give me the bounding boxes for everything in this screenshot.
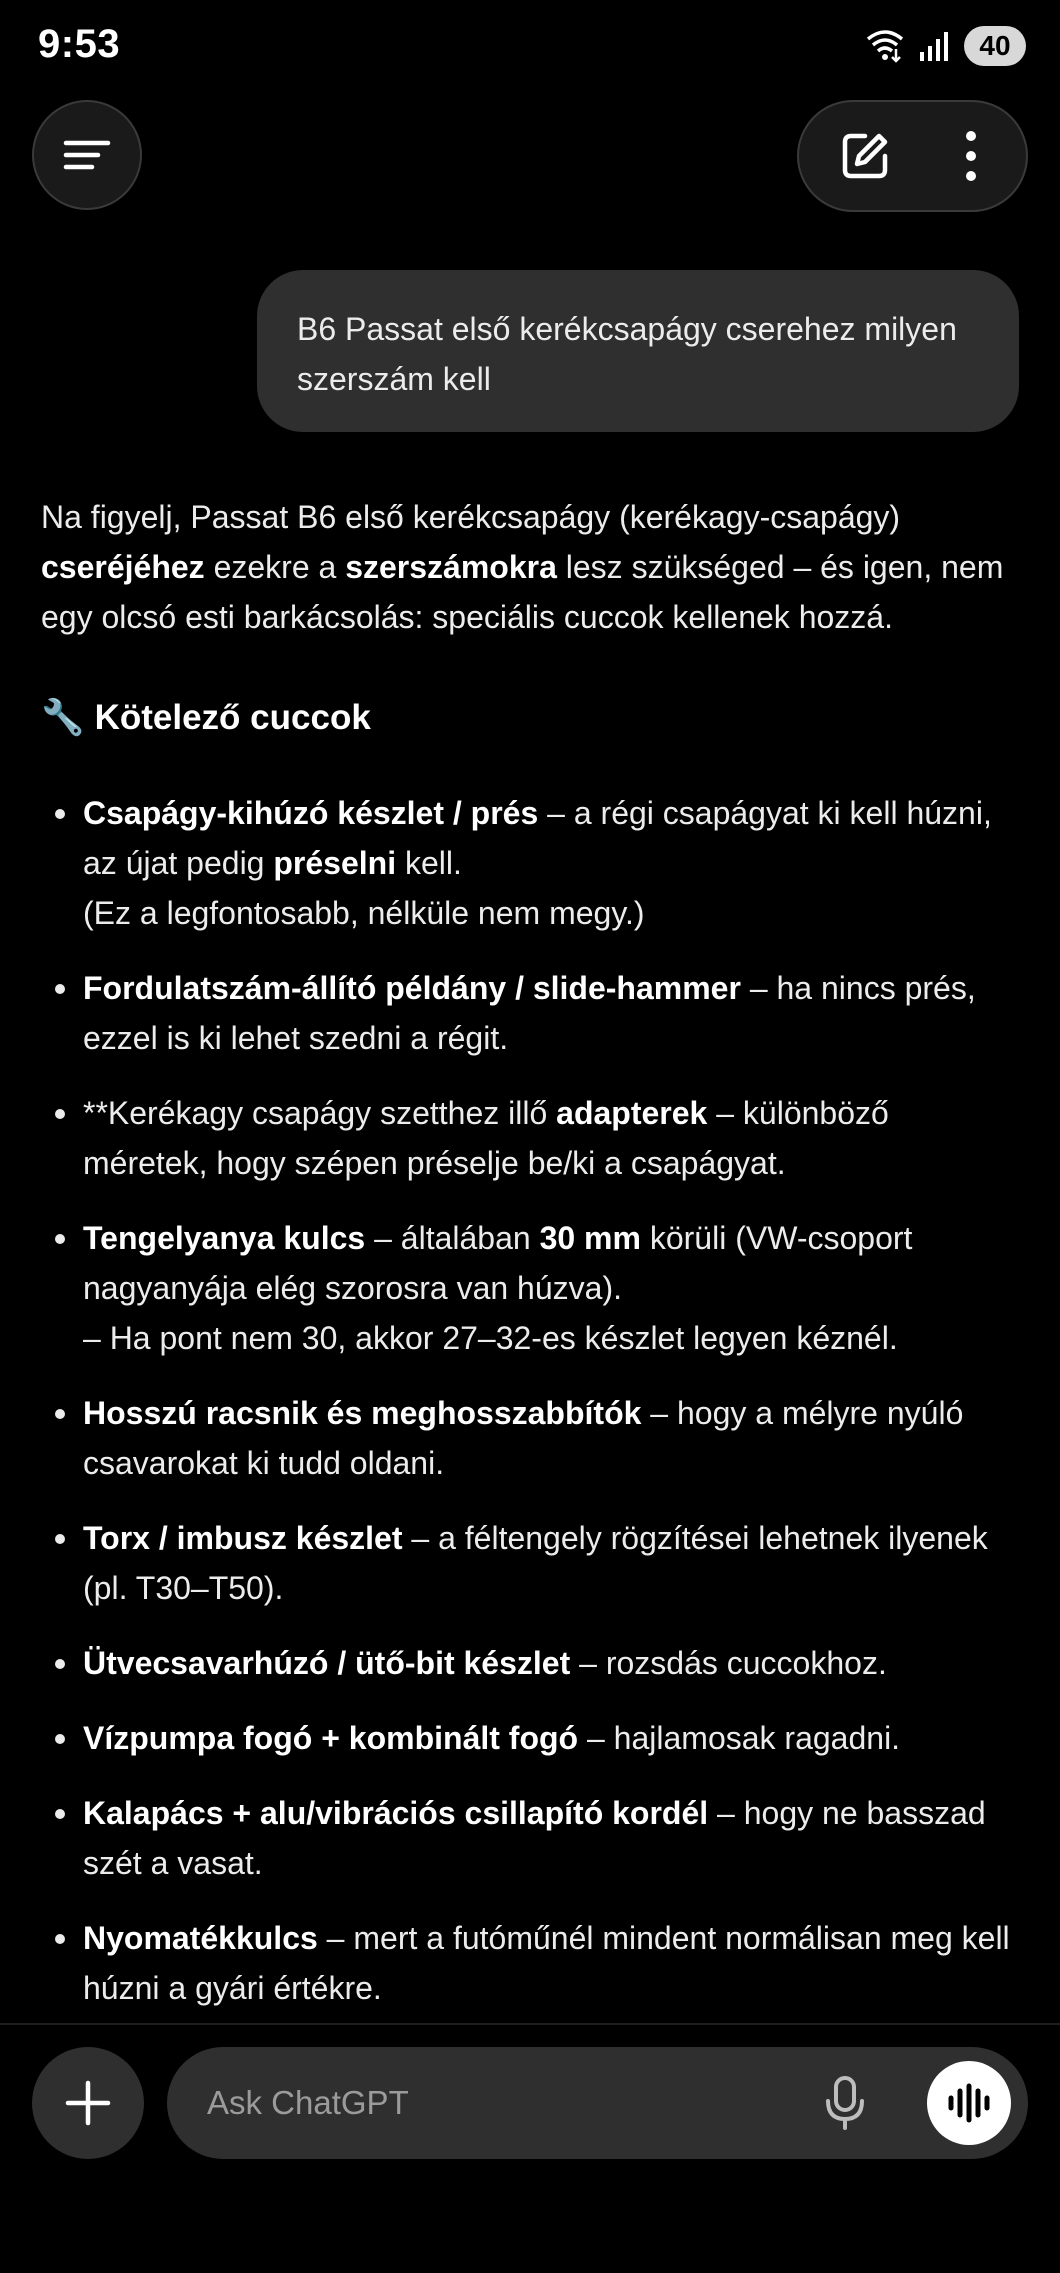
- top-actions: [797, 100, 1028, 212]
- text-run: – ha nincs prés, ezzel is ki lehet szedni a régit.: [83, 970, 976, 1056]
- section-heading: [41, 690, 1021, 746]
- text-run: – hajlamosak ragadni.: [578, 1720, 901, 1756]
- new-chat-icon: [839, 130, 891, 182]
- list-item: [41, 1913, 1021, 2013]
- text-run: Na figyelj, Passat B6 első kerékcsapágy (kerékagy-csapágy): [41, 499, 901, 535]
- signal-icon: [918, 30, 950, 62]
- list-item: [41, 1713, 1021, 1763]
- menu-button[interactable]: [32, 100, 142, 210]
- bold-text: Fordulatszám-állító példány / slide-hammer: [83, 970, 741, 1006]
- message-input[interactable]: [167, 2047, 1028, 2159]
- plus-icon: [64, 2079, 112, 2127]
- bold-text: préselni: [273, 845, 397, 881]
- text-run: – rozsdás cuccokhoz.: [570, 1645, 887, 1681]
- menu-icon: [62, 138, 112, 172]
- bold-text: Csapágy-kihúzó készlet / prés: [83, 795, 539, 831]
- tools-list: [41, 788, 1021, 2013]
- bold-text: 30 mm: [539, 1220, 641, 1256]
- status-bar: [0, 0, 1060, 90]
- attach-button[interactable]: [32, 2047, 144, 2159]
- answer-intro: [41, 492, 1021, 642]
- list-item: [41, 1638, 1021, 1688]
- list-item: [41, 1088, 1021, 1188]
- list-item: [41, 1788, 1021, 1888]
- text-run: **Kerékagy csapágy szetthez illő: [83, 1095, 557, 1131]
- message-input-placeholder: Ask ChatGPT: [207, 2084, 409, 2121]
- user-message: B6 Passat első kerékcsapágy cserehez milyen szerszám kell: [257, 270, 1019, 432]
- status-time: 9:53: [38, 22, 121, 66]
- list-item: [41, 1388, 1021, 1488]
- text-run: – a féltengely rögzítései lehetnek ilyenek (pl. T30–T50).: [83, 1520, 988, 1606]
- text-run: kell.: [396, 845, 462, 881]
- more-vertical-icon: [963, 130, 979, 182]
- bold-text: Kalapács + alu/vibrációs csillapító kordél: [83, 1795, 709, 1831]
- list-item: [41, 788, 1021, 938]
- wifi-icon: [866, 29, 904, 63]
- text-run: – hogy ne basszad szét a vasat.: [83, 1795, 986, 1881]
- bold-text: cseréjéhez: [41, 549, 205, 585]
- bold-text: Vízpumpa fogó + kombinált fogó: [83, 1720, 579, 1756]
- text-run: (Ez a legfontosabb, nélküle nem megy.): [83, 895, 645, 931]
- bold-text: Torx / imbusz készlet: [83, 1520, 403, 1556]
- voice-mode-button[interactable]: [927, 2061, 1011, 2145]
- microphone-icon: [824, 2075, 866, 2131]
- text-run: – a régi csapágyat ki kell húzni, az újat pedig: [83, 795, 992, 881]
- more-options-button[interactable]: [921, 102, 1021, 210]
- text-run: ezekre a: [204, 549, 346, 585]
- text-run: – általában: [365, 1220, 540, 1256]
- text-run: – Ha pont nem 30, akkor 27–32-es készlet legyen kéznél.: [83, 1320, 898, 1356]
- text-run: körüli (VW-csoport nagyanyája elég szorosra van húzva).: [83, 1220, 913, 1306]
- assistant-message: [41, 492, 1021, 2038]
- text-run: – mert a futóműnél mindent normálisan meg kell húzni a gyári értékre.: [83, 1920, 1010, 2006]
- new-chat-button[interactable]: [815, 102, 915, 210]
- list-item: [41, 1213, 1021, 1363]
- text-run: lesz szükséged – és igen, nem egy olcsó esti barkácsolás: speciális cuccok kellenek hozzá.: [41, 549, 1004, 635]
- wrench-icon: 🔧: [41, 698, 85, 737]
- microphone-button[interactable]: [815, 2073, 875, 2133]
- voice-mode-icon: [946, 2083, 992, 2123]
- battery-indicator: 40: [964, 26, 1026, 66]
- bold-text: Tengelyanya kulcs: [83, 1220, 366, 1256]
- bold-text: Nyomatékkulcs: [83, 1920, 318, 1956]
- bold-text: szerszámokra: [345, 549, 557, 585]
- list-item: [41, 963, 1021, 1063]
- bold-text: Hosszú racsnik és meghosszabbítók: [83, 1395, 642, 1431]
- text-run: – különböző méretek, hogy szépen préselje be/ki a csapágyat.: [83, 1095, 889, 1181]
- text-run: – hogy a mélyre nyúló csavarokat ki tudd oldani.: [83, 1395, 964, 1481]
- bold-text: adapterek: [556, 1095, 708, 1131]
- bold-text: Ütvecsavarhúzó / ütő-bit készlet: [83, 1645, 571, 1681]
- section-title-text: Kötelező cuccok: [94, 698, 371, 737]
- status-icons: [866, 24, 1026, 68]
- list-item: [41, 1513, 1021, 1613]
